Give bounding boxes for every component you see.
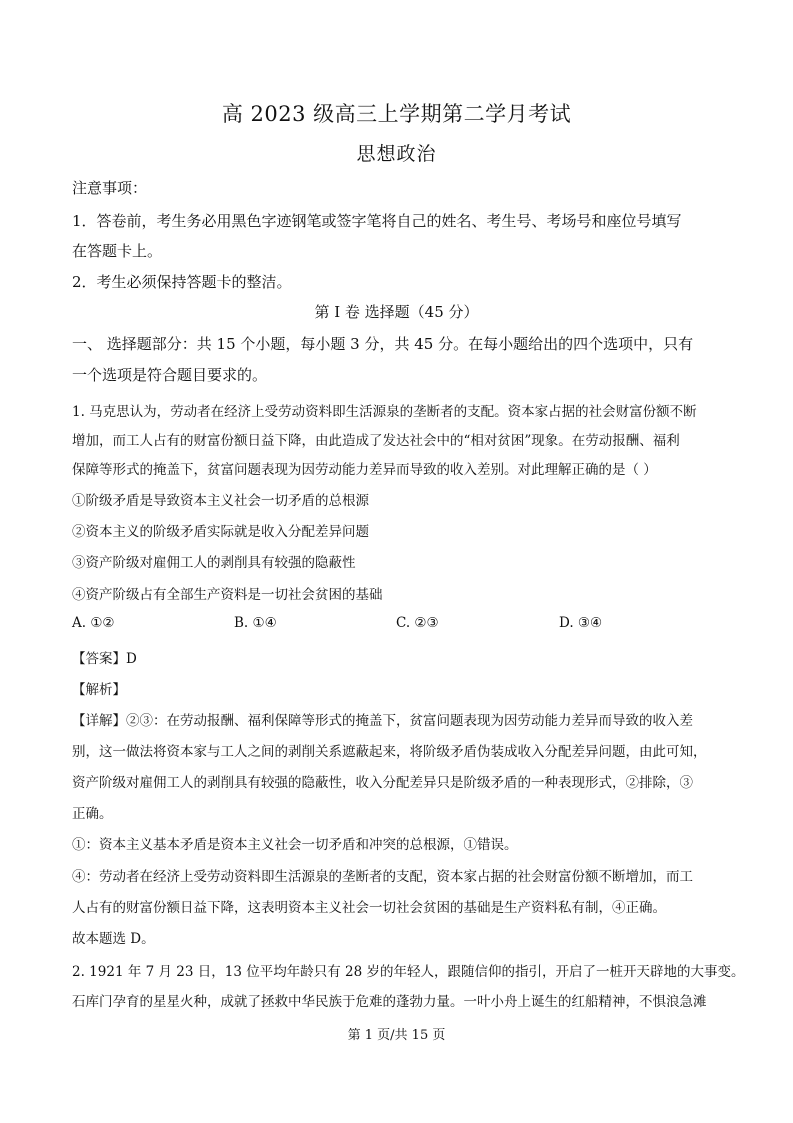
exam-title: 高 2023 级高三上学期第二学月考试 bbox=[221, 102, 572, 126]
section-intro-cont: 一个选项是符合题目要求的。 bbox=[72, 366, 268, 384]
option-c: C. ②③ bbox=[396, 615, 439, 631]
analysis-label: 【解析】 bbox=[72, 682, 126, 698]
statement-1: ①阶级矛盾是导致资本主义社会一切矛盾的总根源 bbox=[72, 493, 369, 509]
section-intro: 一、 选择题部分：共 15 个小题，每小题 3 分，共 45 分。在每小题给出的四个选项中，只有 bbox=[72, 335, 694, 353]
detail-line-5: ①：资本主义基本矛盾是资本主义社会一切矛盾和冲突的总根源，①错误。 bbox=[72, 837, 518, 853]
notice-item-1-cont: 在答题卡上。 bbox=[72, 242, 163, 260]
notice-item-2: 2．考生必须保持答题卡的整洁。 bbox=[72, 273, 292, 291]
question-2-stem-line2: 石库门孕育的星星火种，成就了拯救中华民族于危难的蓬勃力量。一叶小舟上诞生的红船精神，不惧浪急滩 bbox=[72, 994, 707, 1010]
statement-2: ②资本主义的阶级矛盾实际就是收入分配差异问题 bbox=[72, 524, 369, 540]
detail-line-6: ④：劳动者在经济上受劳动资料即生活源泉的垄断者的支配，资本家占据的社会财富份额不断增加，而工 bbox=[72, 869, 693, 885]
detail-line-2: 别，这一做法将资本家与工人之间的剥削关系遮蔽起来，将阶级矛盾伪装成收入分配差异问题，由此可知， bbox=[72, 744, 707, 760]
detail-line-1: 【详解】②③：在劳动报酬、福利保障等形式的掩盖下，贫富问题表现为因劳动能力差异而导致的收入差 bbox=[72, 713, 693, 729]
statement-4: ④资产阶级占有全部生产资料是一切社会贫困的基础 bbox=[72, 587, 383, 603]
exam-subject: 思想政治 bbox=[356, 143, 437, 165]
question-1-stem-line3: 保障等形式的掩盖下，贫富问题表现为因劳动能力差异而导致的收入差别。对此理解正确的是（ ） bbox=[72, 462, 657, 478]
option-d: D. ③④ bbox=[559, 615, 603, 631]
question-1-stem-line2: 增加，而工人占有的财富份额日益下降，由此造成了发达社会中的“相对贫困”现象。在劳动报酬、福利 bbox=[72, 433, 680, 449]
notice-heading: 注意事项： bbox=[72, 179, 148, 197]
page-number: 第 1 页/共 15 页 bbox=[347, 1028, 446, 1043]
question-2-stem: 2. 1921 年 7 月 23 日，13 位平均年龄只有 28 岁的年轻人，跟随信仰的指引，开启了一桩开天辟地的大事变。 bbox=[72, 964, 745, 980]
answer-label: 【答案】D bbox=[72, 651, 137, 667]
detail-line-3: 资产阶级对雇佣工人的剥削具有较强的隐蔽性，收入分配差异只是阶级矛盾的一种表现形式，②排除，③ bbox=[72, 775, 693, 791]
notice-item-1: 1．答卷前，考生务必用黑色字迹钢笔或签字笔将自己的姓名、考生号、考场号和座位号填写 bbox=[72, 212, 682, 230]
option-a: A. ①② bbox=[72, 615, 115, 631]
section-title: 第 I 卷 选择题（45 分） bbox=[314, 303, 479, 321]
detail-line-4: 正确。 bbox=[72, 806, 113, 822]
question-1-stem: 1. 马克思认为，劳动者在经济上受劳动资料即生活源泉的垄断者的支配。资本家占据的社会财富份额不断 bbox=[72, 404, 697, 420]
detail-line-7: 人占有的财富份额日益下降，这表明资本主义社会一切社会贫困的基础是生产资料私有制，④正确。 bbox=[72, 900, 666, 916]
statement-3: ③资产阶级对雇佣工人的剥削具有较强的隐蔽性 bbox=[72, 555, 356, 571]
option-b: B. ①④ bbox=[234, 615, 277, 631]
conclusion: 故本题选 D。 bbox=[72, 931, 155, 947]
